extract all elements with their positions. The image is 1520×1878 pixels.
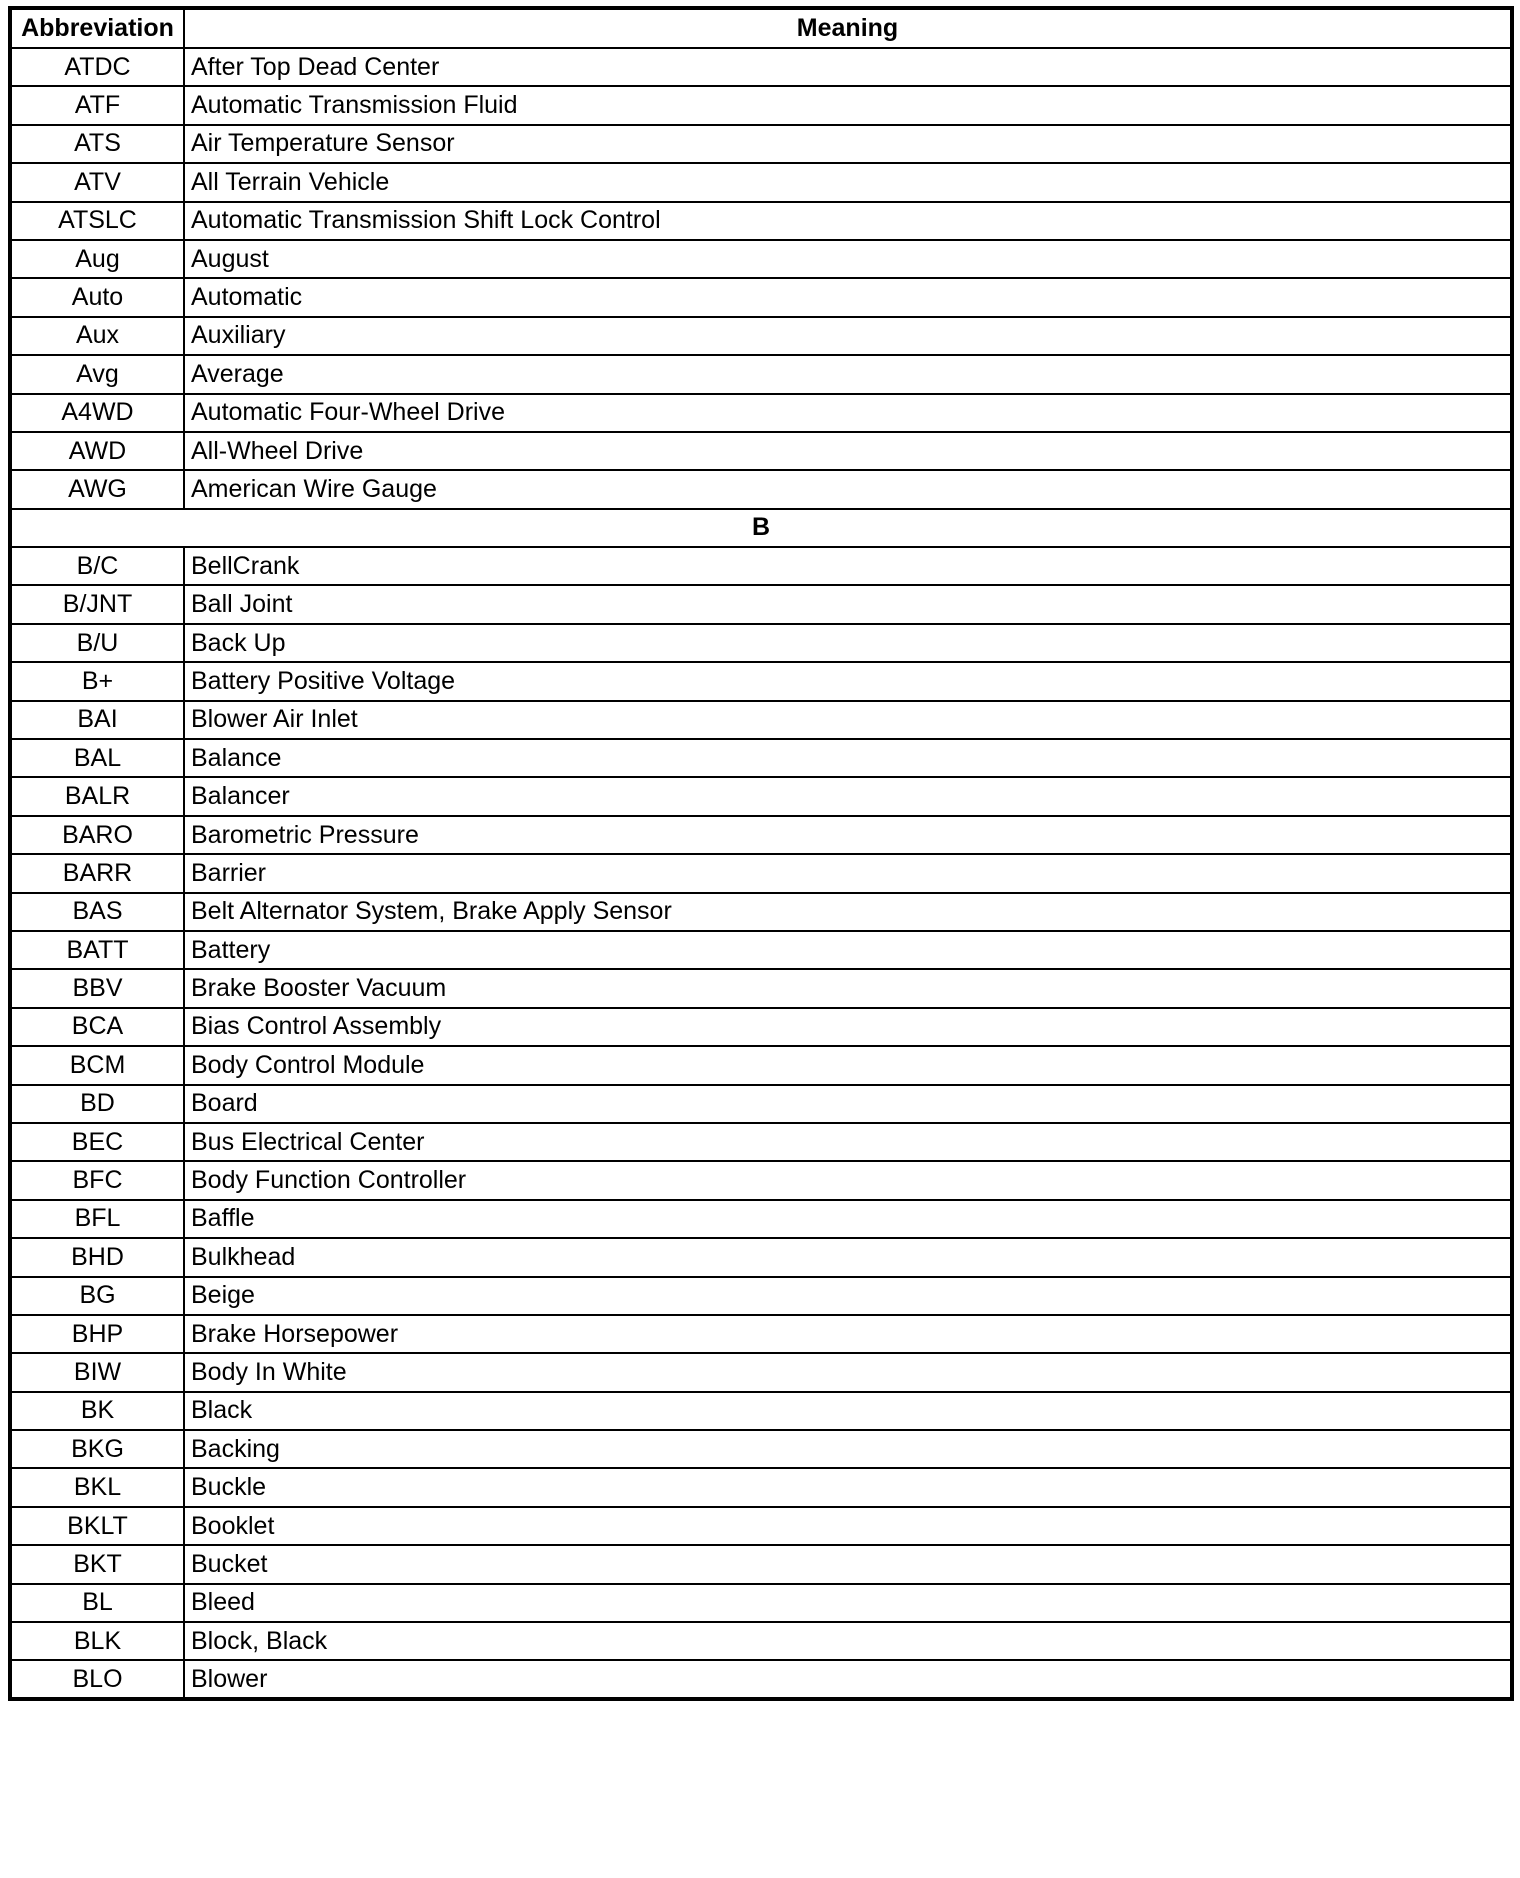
table-row xyxy=(10,86,1512,124)
table-row xyxy=(10,1200,1512,1238)
table-row xyxy=(10,163,1512,201)
abbreviation-cell: BD xyxy=(10,1085,184,1123)
table-row xyxy=(10,470,1512,508)
meaning-cell: Ball Joint xyxy=(184,585,1512,623)
table-row xyxy=(10,547,1512,585)
table-row xyxy=(10,1238,1512,1276)
meaning-cell: Bias Control Assembly xyxy=(184,1008,1512,1046)
table-row xyxy=(10,1545,1512,1583)
abbreviation-cell: B/JNT xyxy=(10,585,184,623)
meaning-cell: Automatic Transmission Fluid xyxy=(184,86,1512,124)
abbreviation-cell: BAL xyxy=(10,739,184,777)
table-row xyxy=(10,432,1512,470)
abbreviation-cell: AWD xyxy=(10,432,184,470)
abbreviation-cell: BALR xyxy=(10,777,184,815)
meaning-cell: Barometric Pressure xyxy=(184,816,1512,854)
meaning-cell: Bleed xyxy=(184,1584,1512,1622)
abbreviation-cell: B/C xyxy=(10,547,184,585)
meaning-cell: BellCrank xyxy=(184,547,1512,585)
meaning-cell: August xyxy=(184,240,1512,278)
table-row xyxy=(10,355,1512,393)
abbreviation-cell: BEC xyxy=(10,1123,184,1161)
meaning-cell: Baffle xyxy=(184,1200,1512,1238)
table-row xyxy=(10,1123,1512,1161)
table-row xyxy=(10,1468,1512,1506)
meaning-cell: Booklet xyxy=(184,1507,1512,1545)
abbreviation-cell: AWG xyxy=(10,470,184,508)
meaning-cell: Beige xyxy=(184,1277,1512,1315)
meaning-cell: Black xyxy=(184,1392,1512,1430)
abbreviation-cell: Aug xyxy=(10,240,184,278)
meaning-cell: Battery xyxy=(184,931,1512,969)
table-row xyxy=(10,1430,1512,1468)
abbreviation-cell: BATT xyxy=(10,931,184,969)
meaning-cell: Blower Air Inlet xyxy=(184,701,1512,739)
table-row xyxy=(10,969,1512,1007)
abbreviation-cell: BAI xyxy=(10,701,184,739)
table-body xyxy=(10,48,1512,1699)
abbreviation-cell: ATS xyxy=(10,125,184,163)
abbreviation-cell: BLK xyxy=(10,1622,184,1660)
abbreviation-cell: B/U xyxy=(10,624,184,662)
meaning-column-header: Meaning xyxy=(184,8,1512,48)
abbreviation-cell: BKT xyxy=(10,1545,184,1583)
table-row xyxy=(10,1392,1512,1430)
abbreviation-column-header: Abbreviation xyxy=(10,8,184,48)
abbreviation-cell: BIW xyxy=(10,1353,184,1391)
abbreviation-cell: BARO xyxy=(10,816,184,854)
meaning-cell: Bus Electrical Center xyxy=(184,1123,1512,1161)
abbreviation-cell: BBV xyxy=(10,969,184,1007)
meaning-cell: Body Function Controller xyxy=(184,1161,1512,1199)
meaning-cell: Balancer xyxy=(184,777,1512,815)
table-row xyxy=(10,394,1512,432)
meaning-cell: Automatic Four-Wheel Drive xyxy=(184,394,1512,432)
table-row xyxy=(10,739,1512,777)
table-row xyxy=(10,854,1512,892)
abbreviation-cell: ATF xyxy=(10,86,184,124)
table-row xyxy=(10,1008,1512,1046)
abbreviation-cell: BCM xyxy=(10,1046,184,1084)
meaning-cell: Bulkhead xyxy=(184,1238,1512,1276)
meaning-cell: Brake Horsepower xyxy=(184,1315,1512,1353)
abbreviation-cell: Auto xyxy=(10,278,184,316)
abbreviation-cell: ATDC xyxy=(10,48,184,86)
table-row xyxy=(10,278,1512,316)
section-letter: B xyxy=(10,509,1512,547)
table-row xyxy=(10,1085,1512,1123)
table-row xyxy=(10,48,1512,86)
abbreviation-cell: Avg xyxy=(10,355,184,393)
table-row xyxy=(10,893,1512,931)
meaning-cell: Brake Booster Vacuum xyxy=(184,969,1512,1007)
abbreviation-cell: B+ xyxy=(10,662,184,700)
section-header-row xyxy=(10,509,1512,547)
abbreviation-cell: BARR xyxy=(10,854,184,892)
table-row xyxy=(10,1315,1512,1353)
meaning-cell: Back Up xyxy=(184,624,1512,662)
meaning-cell: Air Temperature Sensor xyxy=(184,125,1512,163)
table-row xyxy=(10,624,1512,662)
table-row xyxy=(10,1277,1512,1315)
table-row xyxy=(10,125,1512,163)
meaning-cell: Blower xyxy=(184,1660,1512,1698)
meaning-cell: Automatic Transmission Shift Lock Control xyxy=(184,202,1512,240)
abbreviation-cell: BCA xyxy=(10,1008,184,1046)
abbreviation-cell: BFC xyxy=(10,1161,184,1199)
table-row xyxy=(10,1584,1512,1622)
table-row xyxy=(10,1161,1512,1199)
abbreviation-cell: ATV xyxy=(10,163,184,201)
table-row xyxy=(10,317,1512,355)
abbreviation-cell: BLO xyxy=(10,1660,184,1698)
meaning-cell: Battery Positive Voltage xyxy=(184,662,1512,700)
table-row xyxy=(10,1622,1512,1660)
meaning-cell: Automatic xyxy=(184,278,1512,316)
abbreviation-cell: ATSLC xyxy=(10,202,184,240)
table-row xyxy=(10,1353,1512,1391)
meaning-cell: American Wire Gauge xyxy=(184,470,1512,508)
table-row xyxy=(10,1507,1512,1545)
meaning-cell: All Terrain Vehicle xyxy=(184,163,1512,201)
meaning-cell: Buckle xyxy=(184,1468,1512,1506)
meaning-cell: Bucket xyxy=(184,1545,1512,1583)
table-row xyxy=(10,202,1512,240)
abbreviation-cell: BK xyxy=(10,1392,184,1430)
table-row xyxy=(10,931,1512,969)
meaning-cell: Belt Alternator System, Brake Apply Sensor xyxy=(184,893,1512,931)
table-row xyxy=(10,240,1512,278)
abbreviation-cell: BFL xyxy=(10,1200,184,1238)
abbreviation-cell: Aux xyxy=(10,317,184,355)
abbreviation-cell: BAS xyxy=(10,893,184,931)
abbreviation-cell: BG xyxy=(10,1277,184,1315)
meaning-cell: Block, Black xyxy=(184,1622,1512,1660)
meaning-cell: Average xyxy=(184,355,1512,393)
table-row xyxy=(10,585,1512,623)
meaning-cell: Board xyxy=(184,1085,1512,1123)
table-row xyxy=(10,777,1512,815)
table-row xyxy=(10,701,1512,739)
table-row xyxy=(10,662,1512,700)
abbreviation-cell: BKG xyxy=(10,1430,184,1468)
abbreviation-cell: BHD xyxy=(10,1238,184,1276)
meaning-cell: Body In White xyxy=(184,1353,1512,1391)
abbreviation-cell: A4WD xyxy=(10,394,184,432)
meaning-cell: Balance xyxy=(184,739,1512,777)
table-row xyxy=(10,1660,1512,1698)
table-row xyxy=(10,1046,1512,1084)
abbreviation-table xyxy=(8,6,1514,1701)
meaning-cell: Auxiliary xyxy=(184,317,1512,355)
meaning-cell: Backing xyxy=(184,1430,1512,1468)
abbreviation-cell: BL xyxy=(10,1584,184,1622)
meaning-cell: Barrier xyxy=(184,854,1512,892)
meaning-cell: Body Control Module xyxy=(184,1046,1512,1084)
table-header-row xyxy=(10,8,1512,48)
meaning-cell: After Top Dead Center xyxy=(184,48,1512,86)
abbreviation-cell: BKL xyxy=(10,1468,184,1506)
abbreviation-cell: BHP xyxy=(10,1315,184,1353)
table-row xyxy=(10,816,1512,854)
meaning-cell: All-Wheel Drive xyxy=(184,432,1512,470)
abbreviation-cell: BKLT xyxy=(10,1507,184,1545)
